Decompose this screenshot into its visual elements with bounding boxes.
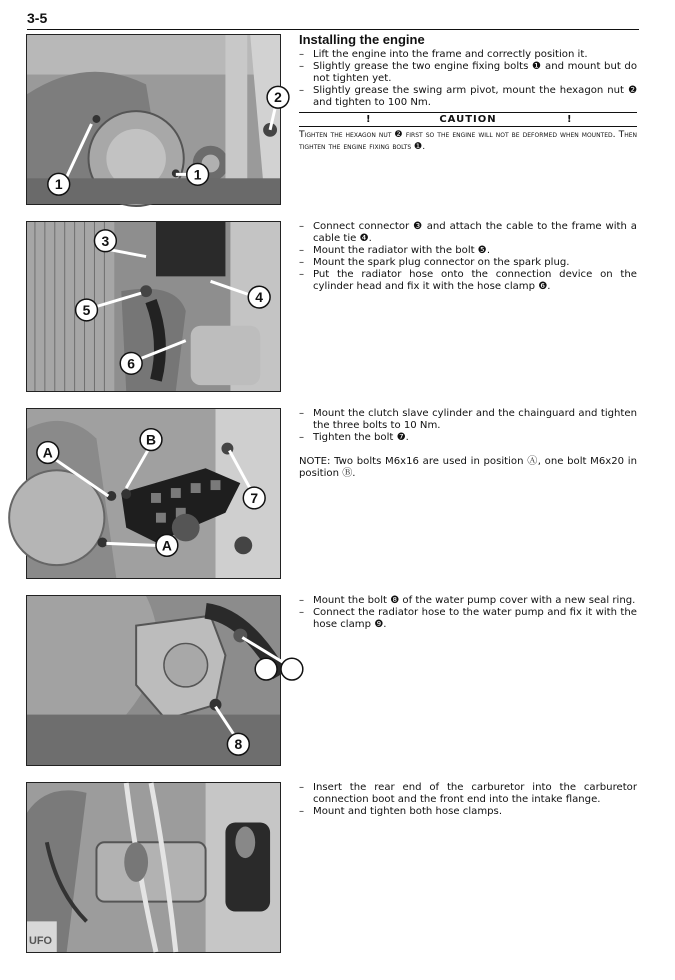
photo-radiator-connector [26, 221, 281, 392]
section-installing-engine [299, 34, 637, 153]
step-item: – Slightly grease the two engine fixing bolts ❶ and mount but do not tighten yet. [299, 61, 637, 85]
step-item: – Insert the rear end of the carburetor into the carburetor connection boot and the front end into the intake flange. [299, 782, 637, 806]
callout-label-5: 5 [82, 301, 91, 318]
ufo-logo-text: UFO [28, 935, 52, 948]
callout-label-A: A [42, 444, 53, 461]
caution-mark-right: ! [567, 114, 573, 125]
callout-5 [76, 299, 98, 321]
photo-carburetor [26, 782, 281, 953]
section-chainguard [299, 408, 637, 480]
callout-label-6: 6 [127, 355, 136, 372]
caution-bar [299, 112, 637, 127]
callout-7 [243, 487, 265, 509]
step-item: – Mount the spark plug connector on the spark plug. [299, 257, 637, 269]
callout-label-1b: 1 [193, 166, 202, 183]
step-item: – Mount and tighten both hose clamps. [299, 806, 637, 818]
callout-A2 [156, 535, 178, 557]
note-text: NOTE: Two bolts M6x16 are used in position Ⓐ, one bolt M6x20 in position Ⓑ. [299, 456, 637, 479]
photo-water-pump [26, 595, 281, 766]
photo-engine-installation [26, 34, 281, 205]
caution-text: Tighten the hexagon nut ❷ first so the engine will not be deformed when mounted. Then tighten the engine fixing bolts ❶. [299, 129, 637, 152]
step-item: – Mount the clutch slave cylinder and the chainguard and tighten the three bolts to 10 Nm. [299, 408, 637, 432]
step-item: – Put the radiator hose onto the connection device on the cylinder head and fix it with the hose clamp ❻. [299, 269, 637, 293]
step-item: – Lift the engine into the frame and correctly position it. [299, 49, 637, 61]
section-water-pump [299, 595, 637, 631]
callout-A [37, 442, 59, 464]
callout-6 [120, 352, 142, 374]
page-number: 3-5 [27, 10, 48, 26]
step-item: – Tighten the bolt ❼. [299, 432, 637, 444]
steps-list [299, 782, 637, 818]
callout-4 [248, 286, 270, 308]
callout-label-B: B [146, 431, 157, 448]
caution-mark-left: ! [366, 114, 372, 125]
callout-label-1: 1 [54, 176, 63, 193]
section-title: Installing the engine [299, 32, 425, 47]
callout-9-visible [255, 658, 277, 680]
callout-2 [267, 86, 289, 108]
callout-label-4: 4 [255, 289, 264, 306]
callout-label-A2: A [161, 537, 172, 554]
callout-label-3: 3 [101, 232, 110, 249]
step-item: – Mount the bolt ❽ of the water pump cover with a new seal ring. [299, 595, 637, 607]
steps-list [299, 408, 637, 444]
callout-label-2: 2 [274, 89, 282, 106]
step-item: – Slightly grease the swing arm pivot, mount the hexagon nut ❷ and tighten to 100 Nm. [299, 85, 637, 109]
section-carburetor [299, 782, 637, 818]
photo-chainguard [26, 408, 281, 579]
callout-1b [187, 163, 209, 185]
step-item: – Mount the radiator with the bolt ❺. [299, 245, 637, 257]
callout-label-8: 8 [234, 736, 243, 753]
step-item: – Connect connector ❸ and attach the cable to the frame with a cable tie ❹. [299, 221, 637, 245]
header-rule [27, 29, 639, 30]
steps-list [299, 49, 637, 109]
callout-label-7: 7 [250, 489, 259, 506]
callout-B [140, 429, 162, 451]
steps-list [299, 595, 637, 631]
step-item: – Connect the radiator hose to the water pump and fix it with the hose clamp ❾. [299, 607, 637, 631]
callout-1 [48, 173, 70, 195]
callout-3 [94, 230, 116, 252]
section-radiator [299, 221, 637, 293]
callout-8 [227, 733, 249, 755]
steps-list [299, 221, 637, 293]
caution-label: CAUTION [439, 114, 497, 125]
